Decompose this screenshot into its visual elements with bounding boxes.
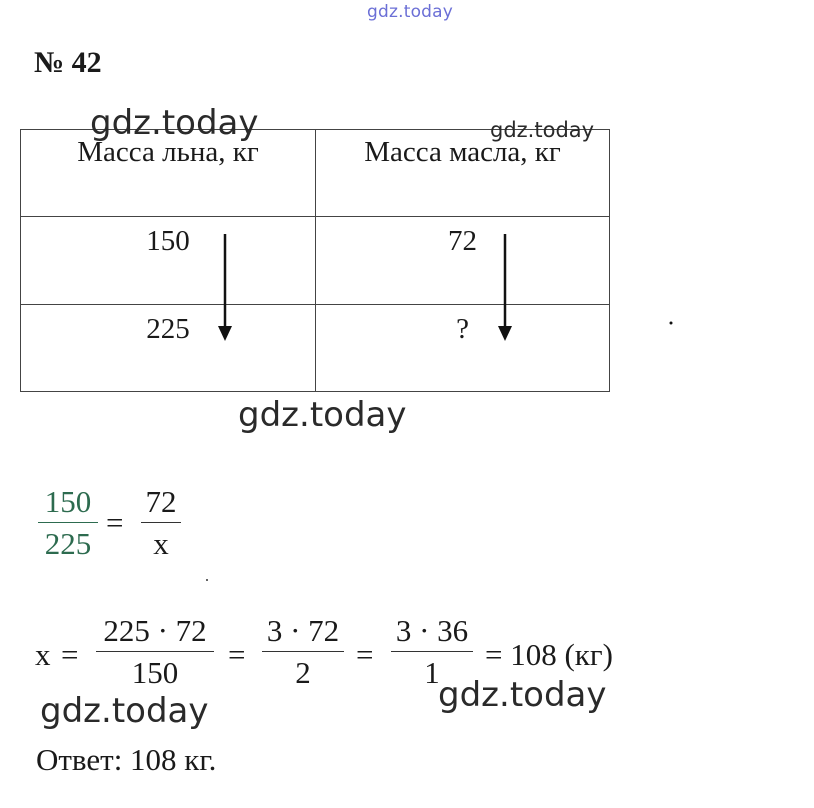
- problem-number: № 42: [34, 46, 102, 79]
- watermark-top: gdz.today: [367, 2, 454, 22]
- cell-value: 72: [448, 225, 477, 257]
- fraction-numerator: 150: [44, 484, 92, 519]
- watermark: gdz.today: [238, 395, 407, 435]
- fraction-72-x: [141, 485, 181, 561]
- fraction-bar: [141, 522, 181, 523]
- equals-sign: =: [106, 505, 124, 540]
- fraction-numerator: 72: [145, 484, 177, 519]
- header-oil-label: Масса масла, кг: [364, 136, 561, 168]
- down-arrow-icon: [218, 234, 232, 341]
- fraction-bar: [262, 651, 344, 652]
- equals-sign: =: [61, 637, 79, 672]
- fraction-numerator: 225 · 72: [103, 613, 207, 648]
- header-flax-label: Масса льна, кг: [77, 136, 259, 168]
- watermark: gdz.today: [90, 103, 259, 143]
- answer-text: Ответ: 108 кг.: [36, 742, 217, 777]
- equals-sign: =: [356, 637, 374, 672]
- watermark: gdz.today: [490, 118, 595, 142]
- equals-sign: =: [228, 637, 246, 672]
- down-arrow-icon: [498, 234, 512, 341]
- cell-value: 150: [146, 225, 190, 257]
- fraction-numerator: 3 · 36: [395, 613, 469, 648]
- fraction-denominator: 150: [131, 655, 179, 691]
- fraction-denominator: 1: [424, 655, 440, 691]
- stray-dot: [206, 579, 208, 581]
- cell-value: ?: [456, 313, 469, 345]
- fraction-bar: [38, 522, 98, 523]
- fraction-bar: [96, 651, 214, 652]
- fraction-denominator: 2: [295, 655, 311, 691]
- variable-x: x: [35, 637, 51, 672]
- fraction-denominator: x: [153, 526, 169, 562]
- fraction-150-225: [38, 485, 98, 561]
- result-text: = 108 (кг): [485, 637, 613, 672]
- cell-value: 225: [146, 313, 190, 345]
- watermark: gdz.today: [438, 675, 607, 715]
- fraction-numerator: 3 · 72: [266, 613, 340, 648]
- stray-dot: [670, 322, 673, 325]
- fraction-bar: [391, 651, 473, 652]
- watermark: gdz.today: [40, 691, 209, 731]
- fraction-denominator: 225: [44, 526, 92, 562]
- fraction-3x72-2: [262, 614, 344, 690]
- fraction-225x72-150: [96, 614, 214, 690]
